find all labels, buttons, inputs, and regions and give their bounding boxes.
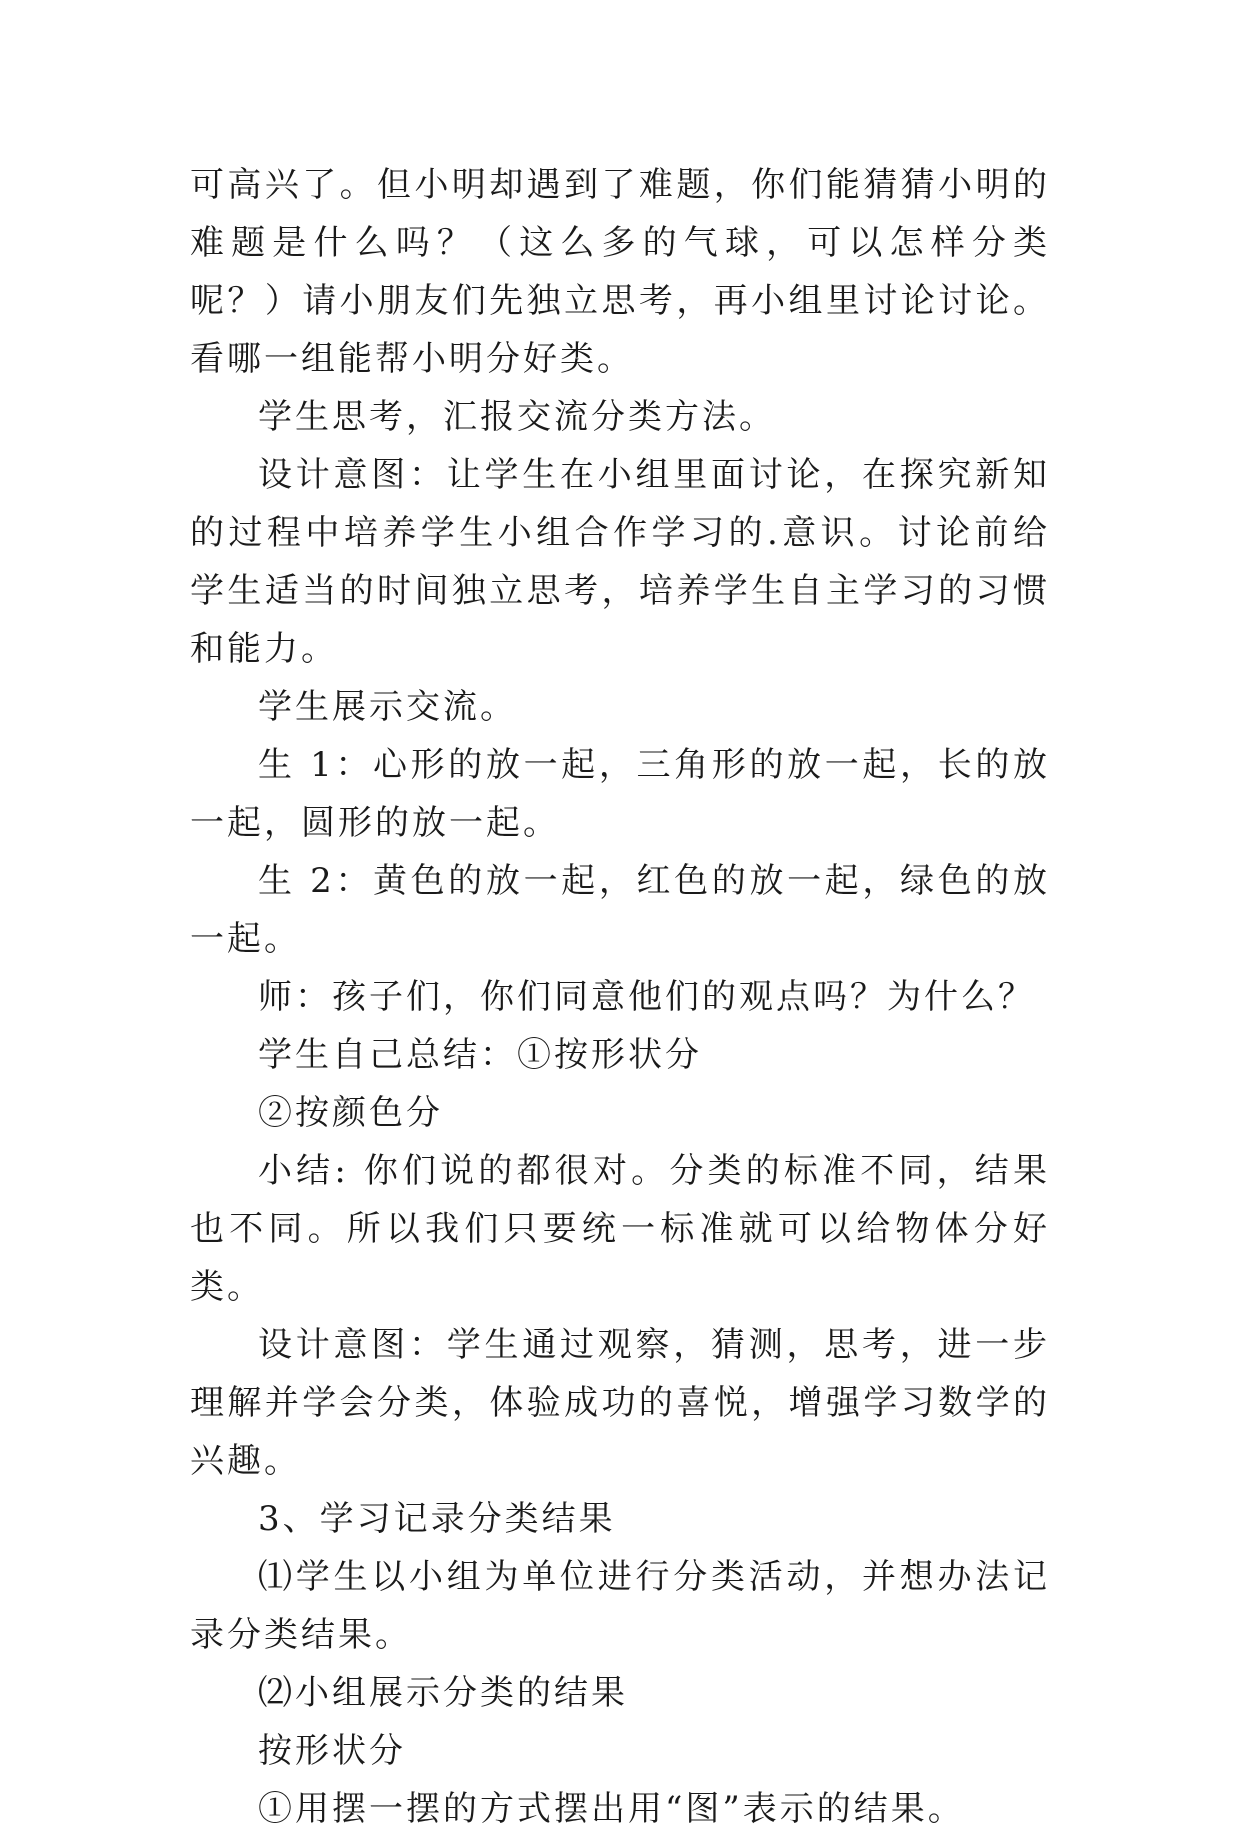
paragraph-12: 3、学习记录分类结果: [258, 1499, 616, 1539]
paragraph-2: 学生思考，汇报交流分类方法。: [258, 397, 776, 437]
paragraph-1: 可高兴了。但小明却遇到了难题，你们能猜猜小明的难题是什么吗？（这么多的气球，可以怎样分类呢？）请小朋友们先独立思考，再小组里讨论讨论。看哪一组能帮小明分好类。: [190, 165, 1050, 379]
paragraph-14: ⑵小组展示分类的结果: [258, 1673, 628, 1713]
paragraph-8: 学生自己总结：①按形状分: [258, 1035, 702, 1075]
paragraph-4: 学生展示交流。: [258, 687, 517, 727]
paragraph-9: ②按颜色分: [258, 1093, 443, 1133]
paragraph-15: 按形状分: [258, 1731, 406, 1771]
paragraph-5: 生 1：心形的放一起，三角形的放一起，长的放一起，圆形的放一起。: [190, 745, 1050, 843]
paragraph-11: 设计意图：学生通过观察，猜测，思考，进一步理解并学会分类，体验成功的喜悦，增强学习数学的兴趣。: [190, 1325, 1050, 1481]
paragraph-3: 设计意图：让学生在小组里面讨论，在探究新知的过程中培养学生小组合作学习的.意识。讨论前给学生适当的时间独立思考，培养学生自主学习的习惯和能力。: [190, 455, 1050, 669]
document-body: [190, 156, 1050, 1838]
paragraph-10: 小结: 你们说的都很对。分类的标准不同，结果也不同。所以我们只要统一标准就可以给物体分好类。: [190, 1151, 1050, 1307]
paragraph-6: 生 2：黄色的放一起，红色的放一起，绿色的放一起。: [190, 861, 1050, 959]
paragraph-16: ①用摆一摆的方式摆出用“图”表示的结果。: [258, 1789, 965, 1829]
paragraph-7: 师：孩子们，你们同意他们的观点吗？为什么？: [258, 977, 1035, 1017]
paragraph-13: ⑴学生以小组为单位进行分类活动，并想办法记录分类结果。: [190, 1557, 1050, 1655]
